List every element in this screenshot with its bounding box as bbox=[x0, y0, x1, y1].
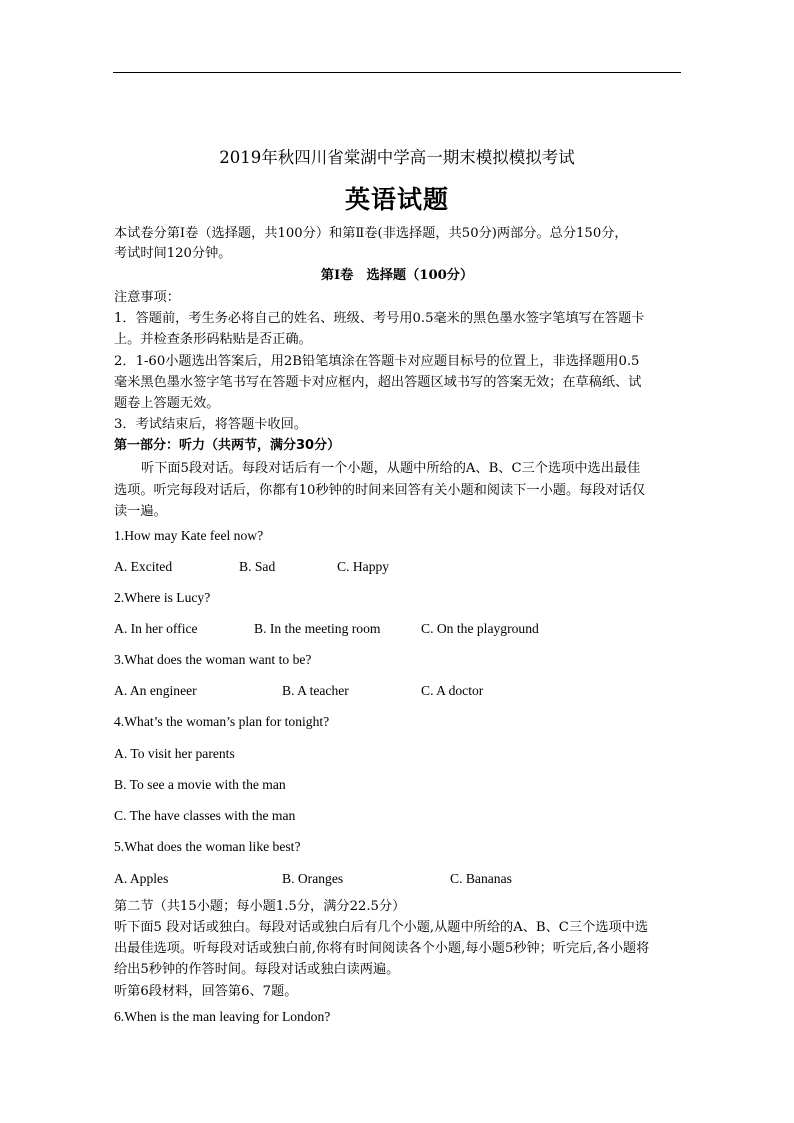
question-6-stem: 6.When is the man leaving for London? bbox=[114, 1009, 331, 1024]
section-2-instructions-line-3: 给出5秒钟的作答时间。每段对话或独白读两遍。 bbox=[114, 962, 400, 977]
question-5-option-b: B. Oranges bbox=[282, 871, 344, 886]
notice-item-1-line-1: 1．答题前，考生务必将自己的姓名、班级、考号用0.5毫米的黑色墨水签字笔填写在答题卡 bbox=[114, 311, 645, 326]
part-1-instructions-line-3: 读一遍。 bbox=[114, 504, 167, 519]
question-3-option-c: C. A doctor bbox=[421, 683, 484, 698]
question-1-option-a: A. Excited bbox=[114, 559, 173, 574]
intro-line-1: 本试卷分第Ⅰ卷（选择题，共100分）和第Ⅱ卷(非选择题，共50分)两部分。总分150分， bbox=[114, 226, 628, 241]
notice-heading: 注意事项： bbox=[114, 290, 180, 305]
intro-line-2: 考试时间120分钟。 bbox=[114, 246, 232, 261]
question-3-option-b: B. A teacher bbox=[282, 683, 349, 698]
question-1-option-b: B. Sad bbox=[239, 559, 276, 574]
part-1-instructions-line-1: 听下面5段对话。每段对话后有一个小题，从题中所给的A、B、C三个选项中选出最佳 bbox=[141, 461, 641, 476]
question-5-option-a: A. Apples bbox=[114, 871, 169, 886]
material-6-instruction: 听第6段材料，回答第6、7题。 bbox=[114, 984, 298, 999]
question-3-option-a: A. An engineer bbox=[114, 683, 197, 698]
question-2-stem: 2.Where is Lucy? bbox=[114, 590, 211, 605]
question-1-options bbox=[114, 557, 684, 577]
question-4-option-a: A. To visit her parents bbox=[114, 746, 235, 761]
question-5-options bbox=[114, 869, 684, 889]
volume-1-heading: 第Ⅰ卷 选择题（100分） bbox=[320, 268, 474, 283]
section-2-instructions-line-2: 出最佳选项。听每段对话或独白前,你将有时间阅读各个小题,每小题5秒钟；听完后,各小题将 bbox=[114, 941, 650, 956]
question-3-options bbox=[114, 681, 684, 701]
question-1-option-c: C. Happy bbox=[337, 559, 390, 574]
exam-title: 2019年秋四川省棠湖中学高一期末模拟模拟考试 bbox=[219, 148, 575, 167]
notice-item-1-line-2: 上。并检查条形码粘贴是否正确。 bbox=[114, 332, 312, 347]
section-2-heading: 第二节（共15小题；每小题1.5分，满分22.5分） bbox=[114, 899, 406, 914]
question-5-stem: 5.What does the woman like best? bbox=[114, 839, 301, 854]
question-1-stem: 1.How may Kate feel now? bbox=[114, 528, 264, 543]
notice-item-2-line-3: 题卷上答题无效。 bbox=[114, 396, 220, 411]
notice-item-2-line-2: 毫米黑色墨水签字笔书写在答题卡对应框内，超出答题区域书写的答案无效；在草稿纸、试 bbox=[114, 375, 642, 390]
question-4-option-c: C. The have classes with the man bbox=[114, 808, 296, 823]
notice-item-3: 3．考试结束后，将答题卡收回。 bbox=[114, 417, 308, 432]
question-4-option-b: B. To see a movie with the man bbox=[114, 777, 286, 792]
question-2-option-a: A. In her office bbox=[114, 621, 198, 636]
question-4-stem: 4.What’s the woman’s plan for tonight? bbox=[114, 714, 330, 729]
notice-item-2-line-1: 2．1-60小题选出答案后，用2B铅笔填涂在答题卡对应题目标号的位置上，非选择题用0.5 bbox=[114, 354, 640, 369]
part-1-heading: 第一部分：听力（共两节，满分30分） bbox=[114, 438, 341, 453]
question-2-option-c: C. On the playground bbox=[421, 621, 539, 636]
part-1-instructions-line-2: 选项。听完每段对话后，你都有10秒钟的时间来回答有关小题和阅读下一小题。每段对话仅 bbox=[114, 483, 646, 498]
question-3-stem: 3.What does the woman want to be? bbox=[114, 652, 312, 667]
header-rule bbox=[113, 72, 681, 73]
question-2-option-b: B. In the meeting room bbox=[254, 621, 381, 636]
question-5-option-c: C. Bananas bbox=[450, 871, 512, 886]
question-2-options bbox=[114, 619, 684, 639]
subject-title: 英语试题 bbox=[344, 185, 449, 214]
section-2-instructions-line-1: 听下面5 段对话或独白。每段对话或独白后有几个小题,从题中所给的A、B、C三个选项中选 bbox=[114, 920, 649, 935]
